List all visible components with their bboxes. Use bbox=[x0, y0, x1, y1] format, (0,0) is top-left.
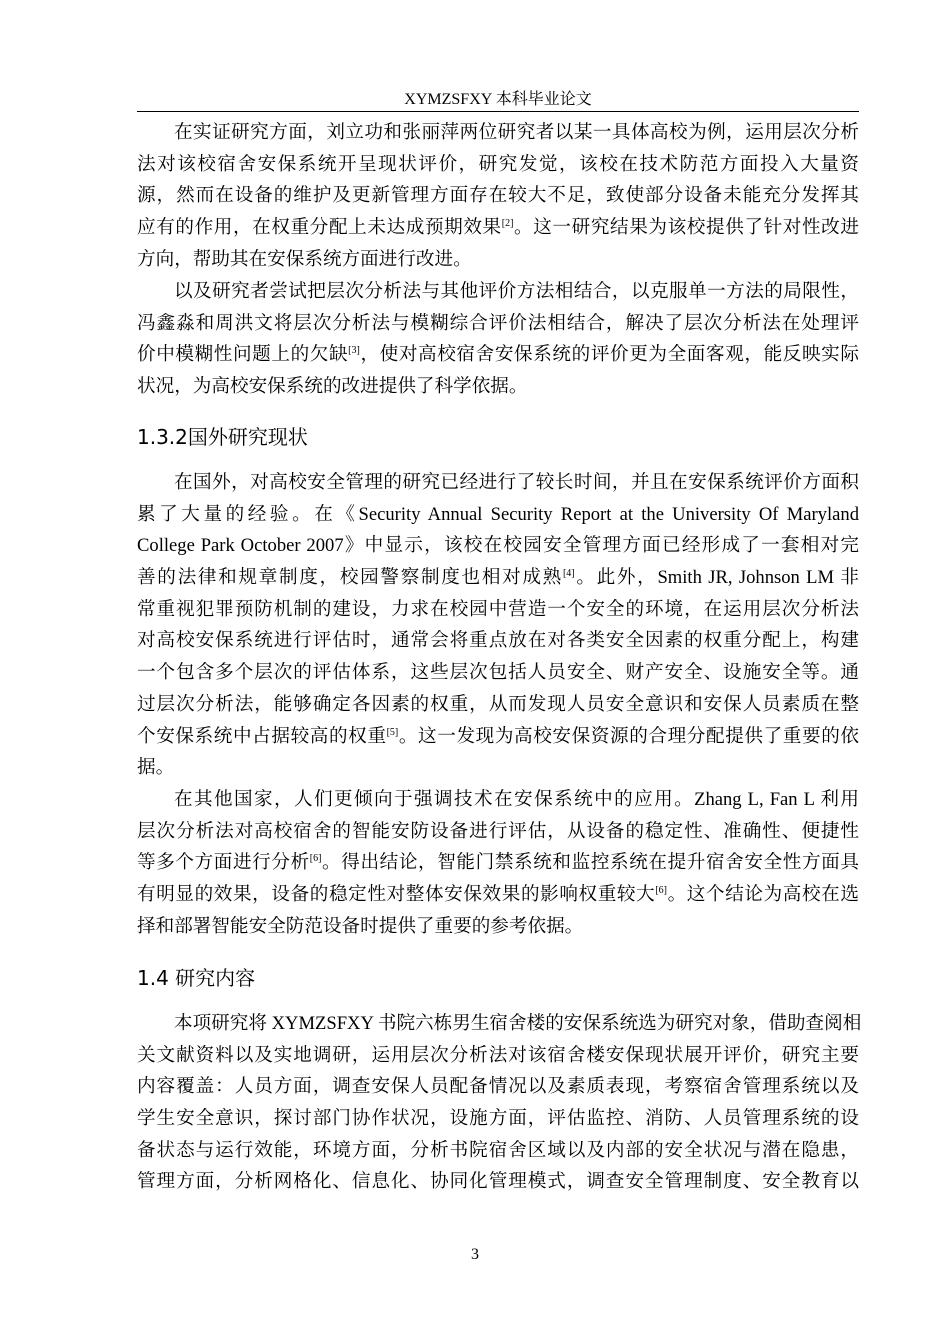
citation-ref: [3] bbox=[348, 345, 360, 357]
text-span: 管理方面，分析网格化、信息化、协同化管理模式，调查安全管理制度、安全教育以 bbox=[137, 1171, 859, 1193]
text-line bbox=[137, 1071, 859, 1103]
text-line bbox=[137, 467, 859, 499]
citation-ref: [5] bbox=[386, 726, 399, 738]
text-span: 学生安全意识，探讨部门协作状况，设施方面，评估监控、消防、人员管理系统的设 bbox=[137, 1108, 859, 1130]
text-span: 状况，为高校安保系统的改进提供了科学依据。 bbox=[137, 376, 528, 398]
text-span: 对高校安保系统进行评估时，通常会将重点放在对各类安全因素的权重分配上，构建 bbox=[137, 630, 859, 652]
text-line bbox=[137, 499, 859, 531]
text-span: 在国外，对高校安全管理的研究已经进行了较长时间，并且在安保系统评价方面积 bbox=[174, 472, 859, 493]
text-line bbox=[137, 562, 859, 594]
text-span: 。得出结论，智能门禁系统和监控系统在提升宿舍安全性方面具 bbox=[321, 852, 859, 874]
text-span: 。这一发现为高校安保资源的合理分配提供了重要的依 bbox=[398, 725, 859, 747]
paragraph bbox=[137, 117, 859, 275]
text-line bbox=[137, 689, 859, 721]
text-line bbox=[137, 784, 859, 816]
text-span: 等多个方面进行分析 bbox=[137, 852, 310, 874]
text-line bbox=[137, 657, 859, 689]
text-line bbox=[137, 308, 859, 340]
text-span: 备状态与运行效能，环境方面，分析书院宿舍区域以及内部的安全状况与潜在隐患， bbox=[137, 1139, 859, 1161]
text-line bbox=[137, 149, 859, 181]
text-line bbox=[137, 816, 859, 848]
text-span: 据。 bbox=[137, 757, 175, 779]
text-line bbox=[137, 1103, 859, 1135]
text-line bbox=[137, 1040, 859, 1072]
text-line bbox=[137, 594, 859, 626]
text-line bbox=[137, 212, 859, 244]
paragraph bbox=[137, 467, 859, 784]
text-span: 过层次分析法，能够确定各因素的权重，从而发现人员安全意识和安保人员素质在整 bbox=[137, 693, 859, 715]
text-span: 善的法律和规章制度，校园警察制度也相对成熟 bbox=[137, 567, 563, 589]
text-line bbox=[137, 244, 859, 276]
text-span: 个安保系统中占据较高的权重 bbox=[137, 725, 387, 747]
text-line bbox=[137, 180, 859, 212]
text-line bbox=[137, 752, 859, 784]
paragraph bbox=[137, 1008, 862, 1198]
text-line bbox=[137, 879, 859, 911]
text-span: 常重视犯罪预防机制的建设，力求在校园中营造一个安全的环境，在运用层次分析法 bbox=[137, 598, 859, 620]
paragraph bbox=[137, 784, 859, 942]
text-line bbox=[137, 911, 859, 943]
text-line bbox=[137, 339, 859, 371]
text-span: 应有的作用，在权重分配上未达成预期效果 bbox=[137, 217, 502, 239]
text-span: 。此外，Smith JR, Johnson LM 非 bbox=[574, 567, 859, 589]
text-span: 价中模糊性问题上的欠缺 bbox=[137, 344, 349, 366]
section-heading: 1.3.2国外研究现状 bbox=[137, 425, 308, 449]
text-span: 一个包含多个层次的评估体系，这些层次包括人员安全、财产安全、设施安全等。通 bbox=[137, 662, 859, 684]
text-line bbox=[137, 1166, 859, 1198]
text-line bbox=[137, 117, 859, 149]
page-number: 3 bbox=[471, 1246, 479, 1263]
text-span: 择和部署智能安全防范设备时提供了重要的参考依据。 bbox=[137, 915, 584, 937]
section-heading: 1.4 研究内容 bbox=[137, 966, 256, 990]
text-line bbox=[137, 625, 859, 657]
text-span: 本项研究将 XYMZSFXY 书院六栋男生宿舍楼的安保系统选为研究对象，借助查阅相 bbox=[174, 1013, 862, 1034]
text-span: 内容覆盖：人员方面，调查安保人员配备情况以及素质表现，考察宿舍管理系统以及 bbox=[137, 1076, 859, 1098]
text-span: 有明显的效果，设备的稳定性对整体安保效果的影响权重较大 bbox=[137, 884, 656, 906]
text-span: 法对该校宿舍安保系统开呈现状评价，研究发觉，该校在技术防范方面投入大量资 bbox=[137, 153, 859, 175]
text-line bbox=[137, 371, 859, 403]
citation-ref: [4] bbox=[562, 568, 575, 580]
text-span: 方向，帮助其在安保系统方面进行改进。 bbox=[137, 248, 472, 270]
text-line bbox=[137, 1135, 859, 1167]
text-span: 在其他国家，人们更倾向于强调技术在安保系统中的应用。Zhang L, Fan L 利用 bbox=[174, 789, 859, 810]
text-line bbox=[137, 721, 859, 753]
text-line bbox=[137, 530, 859, 562]
text-span: 。这一研究结果为该校提供了针对性改进 bbox=[513, 217, 859, 239]
text-span: ，使对高校宿舍安保系统的评价更为全面客观，能反映实际 bbox=[359, 344, 859, 366]
running-header: XYMZSFXY 本科毕业论文 bbox=[404, 91, 592, 108]
text-span: 层次分析法对高校宿舍的智能安防设备进行评估，从设备的稳定性、准确性、便捷性 bbox=[137, 820, 859, 842]
paragraph bbox=[137, 276, 859, 403]
text-span: 源，然而在设备的维护及更新管理方面存在较大不足，致使部分设备未能充分发挥其 bbox=[137, 185, 859, 207]
text-line bbox=[137, 847, 859, 879]
citation-ref: [2] bbox=[501, 218, 514, 230]
text-span: 以及研究者尝试把层次分析法与其他评价方法相结合，以克服单一方法的局限性， bbox=[174, 281, 859, 302]
text-span: 累了大量的经验。在《Security Annual Security Report at the University Of Maryland bbox=[137, 503, 859, 525]
text-span: 在实证研究方面，刘立功和张丽萍两位研究者以某一具体高校为例，运用层次分析 bbox=[174, 122, 859, 143]
text-span: 。这个结论为高校在选 bbox=[667, 884, 859, 906]
header-divider bbox=[137, 111, 859, 112]
citation-ref: [6] bbox=[309, 853, 322, 865]
citation-ref: [6] bbox=[655, 885, 667, 897]
text-span: 关文献资料以及实地调研，运用层次分析法对该宿舍楼安保现状展开评价，研究主要 bbox=[137, 1044, 859, 1066]
text-span: 冯鑫淼和周洪文将层次分析法与模糊综合评价法相结合，解决了层次分析法在处理评 bbox=[137, 312, 859, 334]
text-line bbox=[137, 1008, 862, 1040]
text-span: College Park October 2007》中显示，该校在校园安全管理方面已经形成了一套相对完 bbox=[137, 535, 859, 557]
text-line bbox=[137, 276, 859, 308]
